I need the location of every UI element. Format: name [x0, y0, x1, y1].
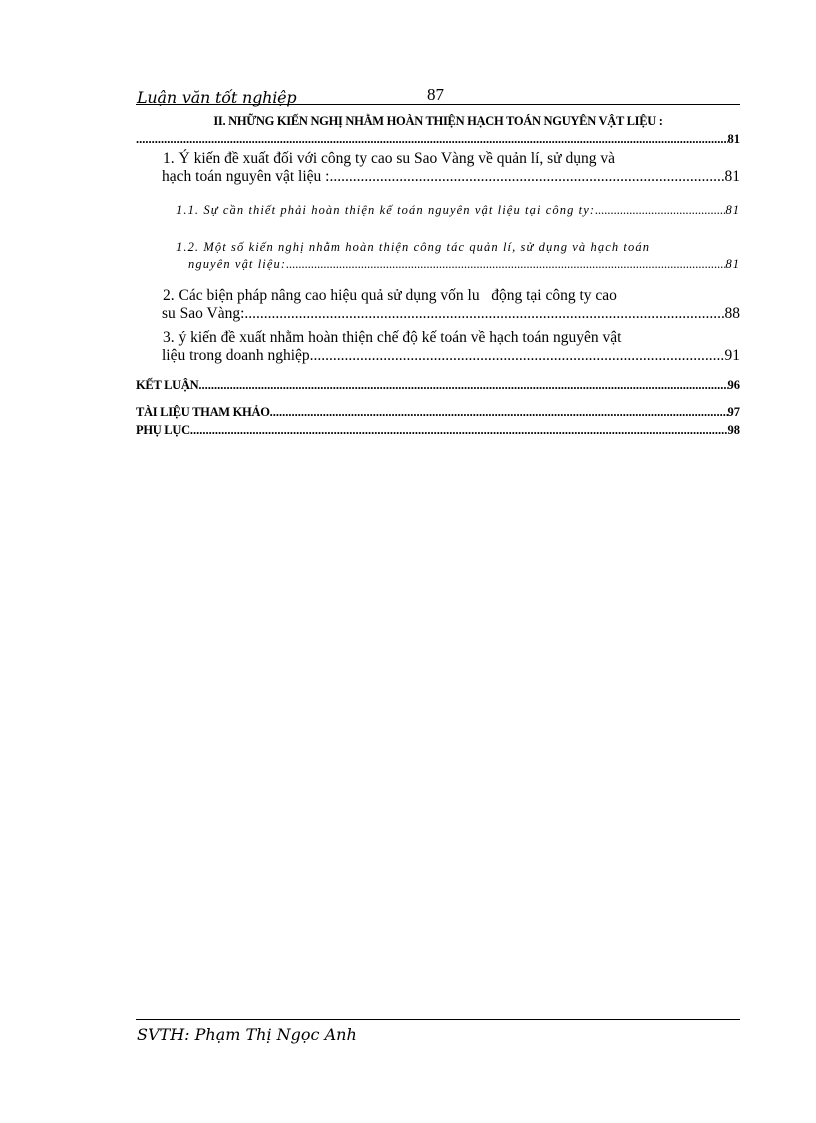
toc-entry-appendix[interactable] — [136, 423, 740, 438]
toc-entry-page: 91 — [724, 347, 740, 364]
footer-student-name: SVTH: Phạm Thị Ngọc Anh — [137, 1025, 357, 1044]
toc-entry-title: 1.2. Một số kiến nghị nhằm hoàn thiện công tác quản lí, sử dụng và hạch toán — [176, 240, 651, 254]
toc-leader-dots — [244, 305, 724, 323]
toc-entry-title-cont: hạch toán nguyên vật liệu : — [162, 168, 330, 185]
toc-entry-3[interactable] — [136, 329, 740, 365]
toc-entry-page: 96 — [727, 378, 740, 392]
toc-entry-references[interactable] — [136, 405, 740, 420]
toc-entry-page: 81 — [727, 132, 740, 146]
page-footer — [136, 1019, 740, 1044]
toc-entry-title: 1.1. Sự cần thiết phải hoàn thiện kế toán nguyên vật liệu tại công ty: — [176, 203, 596, 217]
toc-leader-dots — [136, 132, 728, 147]
toc-entry-conclusion[interactable] — [136, 378, 740, 393]
toc-entry-title-cont: nguyên vật liệu: — [188, 257, 287, 271]
toc-leader-dots — [310, 347, 725, 365]
toc-entry-title: KẾT LUẬN — [136, 378, 199, 392]
toc-entry-page: 97 — [727, 405, 740, 419]
toc-entry-title-cont: su Sao Vàng: — [162, 305, 245, 322]
toc-entry-page: 98 — [727, 423, 740, 437]
header-title: Luận văn tốt nghiệp — [137, 88, 297, 107]
toc-entry-page: 81 — [725, 203, 740, 217]
toc-entry-page: 88 — [724, 305, 740, 322]
toc-leader-dots — [286, 257, 725, 272]
toc-entry-title-cont: liệu trong doanh nghiệp — [162, 347, 310, 364]
toc-leader-dots — [198, 378, 727, 393]
toc-leader-dots — [190, 423, 728, 438]
toc-entry-title: TÀI LIỆU THAM KHẢO — [136, 405, 270, 419]
toc-leader-dots — [329, 168, 724, 186]
toc-leader-dots — [270, 405, 728, 420]
page-header — [136, 84, 740, 105]
toc-entry-title: 1. Ý kiến đề xuất đối với công ty cao su Sao Vàng về quản lí, sử dụng và — [163, 150, 615, 167]
toc-entry-2[interactable] — [136, 287, 740, 323]
toc-leader-dots — [595, 203, 725, 218]
toc-entry-page: 81 — [724, 168, 740, 185]
toc-entry-1[interactable] — [136, 150, 740, 186]
toc-entry-title: PHỤ LỤC — [136, 423, 190, 437]
toc-entry-section-2[interactable] — [136, 114, 740, 147]
header-page-number: 87 — [427, 85, 444, 104]
toc-entry-title: 2. Các biện pháp nâng cao hiệu quả sử dụng vốn lu động tại công ty cao — [163, 287, 617, 304]
toc-entry-1-2[interactable] — [136, 240, 740, 272]
toc-entry-title: 3. ý kiến đề xuất nhằm hoàn thiện chế độ kế toán về hạch toán nguyên vật — [163, 329, 622, 346]
toc-entry-1-1[interactable] — [136, 203, 740, 218]
toc-entry-page: 81 — [725, 257, 740, 271]
toc-entry-title: II. NHỮNG KIẾN NGHỊ NHẰM HOÀN THIỆN HẠCH TOÁN NGUYÊN VẬT LIỆU : — [213, 114, 663, 128]
